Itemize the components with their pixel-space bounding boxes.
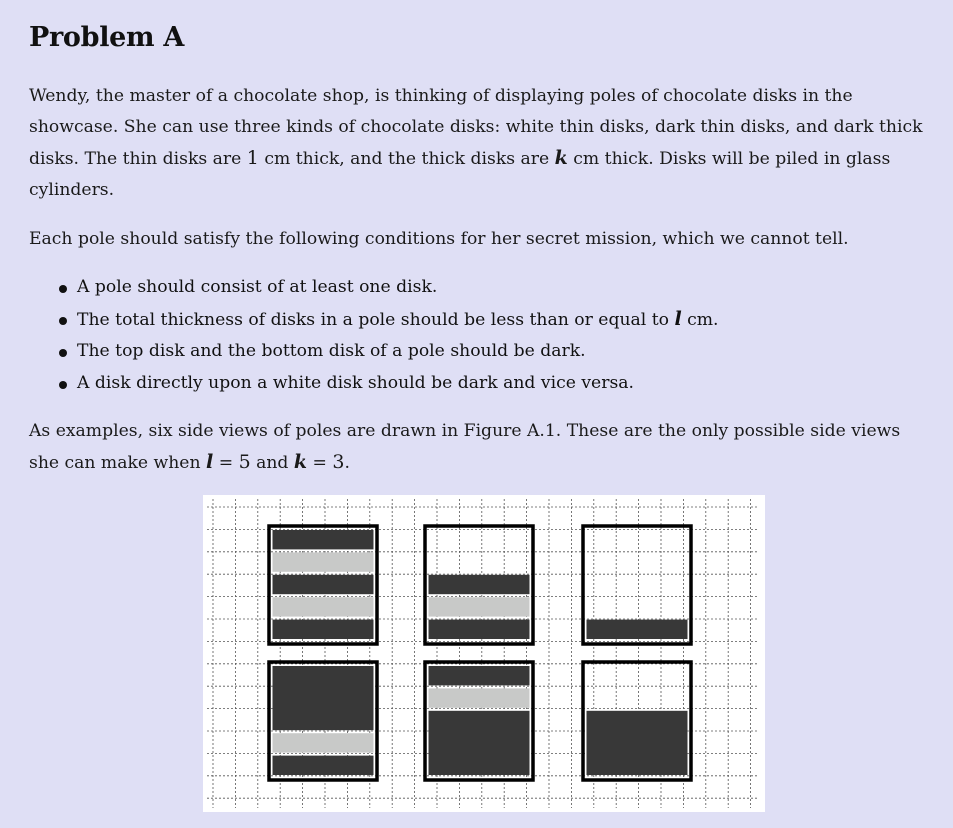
- examples-paragraph: [29, 416, 934, 479]
- variable-l: l: [206, 451, 214, 473]
- l-value: 5: [238, 451, 251, 473]
- dark-thick-disk: [429, 711, 530, 775]
- variable-l: l: [674, 307, 682, 330]
- examples-text-1: As examples, six side views of poles are drawn in Figure A.1. These are the only possible side views she can make when: [29, 421, 901, 473]
- variable-k: k: [293, 451, 308, 473]
- dark-thin-disk: [587, 620, 688, 639]
- examples-text-3: .: [344, 453, 350, 473]
- dark-thick-disk: [587, 711, 688, 775]
- dark-thin-disk: [273, 756, 374, 775]
- white-thin-disk: [429, 688, 530, 707]
- white-thin-disk: [273, 733, 374, 752]
- dark-thin-disk: [429, 620, 530, 639]
- intro-text-3: cm thick. Disks will be piled in glass cylinders.: [29, 149, 891, 200]
- equals-sign: =: [307, 453, 333, 473]
- white-thin-disk: [429, 597, 530, 616]
- conditions-intro: Each pole should satisfy the following conditions for her secret mission, which we cannot tell.: [29, 229, 849, 249]
- variable-k: k: [554, 147, 568, 169]
- problem-title: Problem A: [29, 22, 185, 53]
- condition-item: [58, 304, 719, 337]
- condition-text: A pole should consist of at least one disk.: [77, 277, 438, 297]
- white-thin-disk: [273, 552, 374, 571]
- conditions-list: [58, 272, 719, 399]
- condition-item: [58, 272, 719, 304]
- figure-svg: [203, 495, 765, 812]
- equals-sign: =: [213, 453, 239, 473]
- intro-text-2: cm thick, and the thick disks are: [258, 149, 555, 169]
- dark-thin-disk: [273, 620, 374, 639]
- condition-text-after: cm.: [681, 309, 719, 330]
- condition-item: [58, 368, 719, 400]
- dark-thin-disk: [429, 666, 530, 685]
- figure-a1: [203, 495, 765, 812]
- condition-text: The top disk and the bottom disk of a pole should be dark.: [77, 341, 586, 361]
- intro-paragraph: [29, 81, 934, 206]
- thin-thickness-value: 1: [246, 147, 259, 169]
- condition-text: The total thickness of disks in a pole should be less than or equal to: [77, 309, 675, 330]
- dark-thin-disk: [273, 530, 374, 549]
- k-value: 3: [332, 451, 345, 473]
- dark-thin-disk: [273, 575, 374, 594]
- condition-item: [58, 336, 719, 368]
- white-thin-disk: [273, 597, 374, 616]
- intro-text-1: Wendy, the master of a chocolate shop, is thinking of displaying poles of chocolate disks in the showcase. She can use three kinds of chocolate disks: white thin disks, dark thin disks, and dark thick disks. The thin disks are: [29, 86, 923, 169]
- examples-text-2: and: [250, 453, 294, 473]
- condition-text: A disk directly upon a white disk should be dark and vice versa.: [77, 372, 634, 393]
- dark-thin-disk: [429, 575, 530, 594]
- dark-thick-disk: [273, 666, 374, 730]
